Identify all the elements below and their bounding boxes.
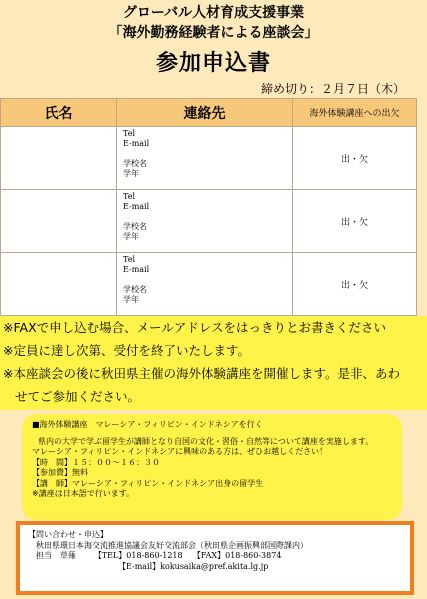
note-program: ※本座談会の後に秋田県主催の海外体験講座を開催します。是非、あわ (3, 366, 400, 381)
contact-tel: 【TEL】018-860-1218 (93, 551, 183, 560)
grade-label: 学年 (123, 295, 139, 304)
table-row (1, 190, 417, 253)
form-title: 参加申込書 (155, 51, 271, 76)
col-header-contact: 連絡先 (117, 99, 293, 127)
attendance-field[interactable]: 出・欠 (293, 253, 417, 316)
program-title: ■海外体験講座 マレーシア・フィリピン・インドネシアを行く (32, 420, 263, 429)
program-box (22, 414, 402, 520)
contact-person: 担当 草薙 (36, 551, 76, 560)
email-label: E-mail (123, 265, 150, 274)
col-header-name: 氏名 (1, 99, 117, 127)
attendance-field[interactable]: 出・欠 (293, 190, 417, 253)
project-title: グローバル人材育成支援事業 (122, 5, 305, 21)
school-label: 学校名 (123, 285, 147, 294)
program-time: 【時 間】１５：００～１６：３０ (32, 457, 160, 467)
grade-label: 学年 (123, 232, 139, 241)
school-label: 学校名 (123, 159, 147, 168)
deadline: 締め切り：２月７日（木） (260, 82, 405, 96)
contact-heading: 【問い合わせ・申込】 (28, 530, 108, 539)
note-program-cont: せてご参加ください。 (15, 389, 141, 404)
name-field[interactable] (1, 127, 117, 190)
notes-section (0, 316, 427, 410)
contact-email[interactable]: 【E-mail】kokusaika@pref.akita.lg.jp (118, 561, 269, 571)
col-header-attendance: 海外体験講座への出欠 (293, 99, 417, 127)
table-row (1, 253, 417, 316)
program-language-note: ※講座は日本語で行います。 (32, 489, 135, 498)
program-invitation: マレーシア・フィリピン・インドネシアに興味のある方は、ぜひお越しください！ (32, 447, 328, 456)
table-header-row (1, 99, 417, 127)
name-field[interactable] (1, 253, 117, 316)
contact-organization: 秋田県環日本海交流推進協議会友好交流部会（秋田県企画振興部国際課内） (36, 540, 308, 550)
application-table (0, 98, 417, 316)
contact-field[interactable] (117, 253, 293, 316)
contact-field[interactable] (117, 190, 293, 253)
email-label: E-mail (123, 139, 150, 148)
program-fee: 【参加費】無料 (32, 468, 88, 477)
program-lecturer: 【講 師】マレーシア・フィリピン・インドネシア出身の留学生 (32, 478, 264, 488)
tel-label: Tel (123, 129, 136, 138)
table-row (1, 127, 417, 190)
contact-field[interactable] (117, 127, 293, 190)
program-description: 県内の大学で学ぶ留学生が講師となり自国の文化・習俗・自然等について講座を実施します。 (38, 436, 374, 446)
contact-phone-row (28, 551, 402, 562)
name-field[interactable] (1, 190, 117, 253)
grade-label: 学年 (123, 169, 139, 178)
note-capacity: ※定員に達し次第、受付を終了いたします。 (3, 343, 250, 358)
contact-box (16, 521, 414, 595)
event-title: 「海外勤務経験者による座談会」 (108, 25, 319, 41)
contact-fax: 【FAX】018-860-3874 (192, 551, 282, 560)
tel-label: Tel (123, 192, 136, 201)
tel-label: Tel (123, 255, 136, 264)
email-label: E-mail (123, 202, 150, 211)
school-label: 学校名 (123, 222, 147, 231)
attendance-field[interactable]: 出・欠 (293, 127, 417, 190)
note-fax: ※FAXで申し込む場合、メールアドレスをはっきりとお書きください (3, 320, 387, 335)
